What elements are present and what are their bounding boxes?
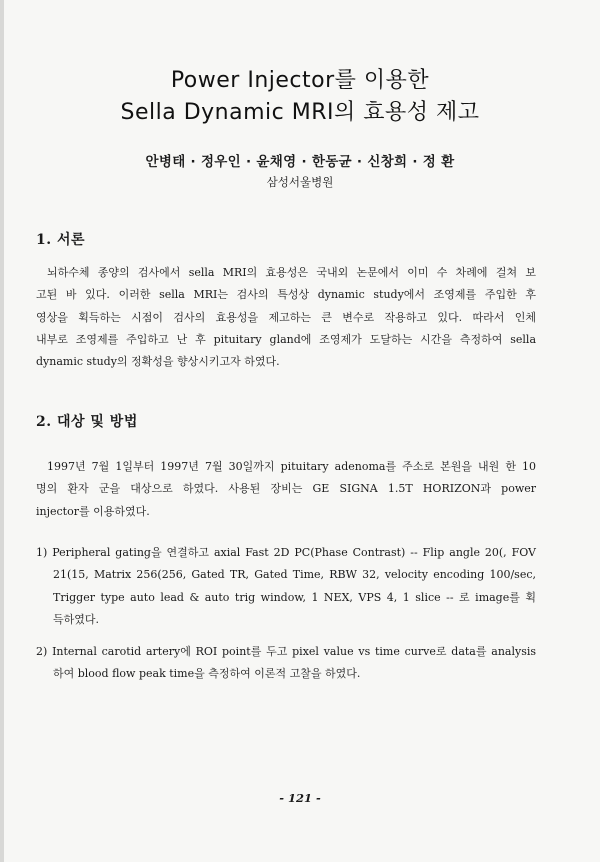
method-item-2 xyxy=(36,641,536,686)
intro-paragraph xyxy=(36,262,536,373)
section-heading-methods: 2. 대상 및 방법 xyxy=(36,414,138,430)
item-line: 21(15, Matrix 256(256, Gated TR, Gated Time, RBW 32, velocity encoding 100/sec, xyxy=(53,568,536,582)
method-item-1 xyxy=(36,542,536,632)
section-heading-intro: 1. 서론 xyxy=(36,232,86,248)
title-line-2: Sella Dynamic MRI의 효용성 제고 xyxy=(120,100,480,125)
affiliation: 삼성서울병원 xyxy=(266,175,334,189)
title-line-1: Power Injector를 이용한 xyxy=(170,68,430,93)
item-line: 1) Peripheral gating을 연결하고 axial Fast 2D PC(Phase Contrast) -- Flip angle 20(, FOV xyxy=(36,546,536,559)
paragraph-line: 내부로 조영제를 주입하고 난 후 pituitary gland에 조영제가 도달하는 시간을 측정하여 sella xyxy=(36,332,536,346)
page-number: - 121 - xyxy=(279,791,321,805)
scan-edge xyxy=(0,0,4,862)
methods-paragraph xyxy=(36,456,536,523)
paragraph-line: injector를 이용하였다. xyxy=(36,504,150,518)
item-line: 2) Internal carotid artery에 ROI point를 두고 pixel value vs time curve로 data를 analysis xyxy=(36,645,536,658)
authors: 안병태 · 정우인 · 윤채영 · 한동균 · 신창희 · 정 환 xyxy=(145,154,455,170)
paragraph-line: 1997년 7월 1일부터 1997년 7월 30일까지 pituitary adenoma를 주소로 본원을 내원 한 10 xyxy=(47,460,536,473)
paragraph-line: 고된 바 있다. 이러한 sella MRI는 검사의 특성상 dynamic study에서 조영제를 주입한 후 xyxy=(36,288,536,302)
paragraph-line: 영상을 획득하는 시점이 검사의 효용성을 제고하는 큰 변수로 작용하고 있다. 따라서 인체 xyxy=(36,310,536,324)
paragraph-line: 명의 환자 군을 대상으로 하였다. 사용된 장비는 GE SIGNA 1.5T HORIZON과 power xyxy=(36,482,536,496)
paragraph-line: 뇌하수체 종양의 검사에서 sella MRI의 효용성은 국내외 논문에서 이미 수 차례에 걸쳐 보 xyxy=(47,266,536,279)
item-line: 하여 blood flow peak time을 측정하여 이론적 고찰을 하였다. xyxy=(53,667,361,681)
paragraph-line: dynamic study의 정확성을 향상시키고자 하였다. xyxy=(36,355,280,369)
item-line: Trigger type auto lead & auto trig window, 1 NEX, VPS 4, 1 slice -- 로 image를 획 xyxy=(53,590,536,604)
item-line: 득하였다. xyxy=(53,613,100,627)
